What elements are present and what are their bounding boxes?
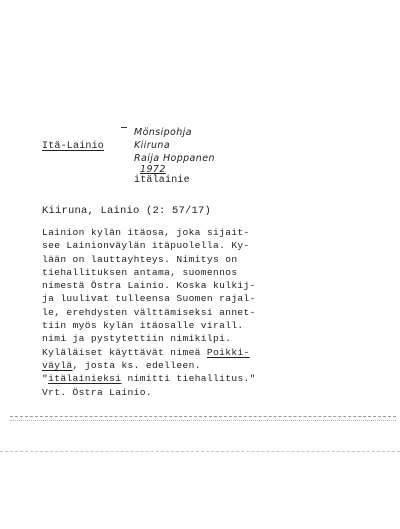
body-line: nimi ja pystytettiin nimikilpi. <box>42 333 232 345</box>
body-line: ja luulivat tulleensa Suomen rajal- <box>42 293 256 305</box>
body-text-segment: Kyläläiset käyttävät nimeä <box>42 346 207 358</box>
body-line <box>42 359 372 372</box>
body-line: Lainion kylän itäosa, joka sijait- <box>42 227 250 238</box>
source-year: 1972 <box>140 164 166 175</box>
body-line: le, erehdysten välttämiseksi annet- <box>42 306 256 318</box>
source-collector: Raija Hoppanen <box>134 153 215 164</box>
body-text-segment: nimitti tiehallitus." <box>121 373 256 385</box>
dash-mark <box>121 127 127 128</box>
underlined-name: Poikki- <box>206 346 250 358</box>
body-line: nimestä Östra Lainio. Koska kulkij- <box>42 280 256 292</box>
body-line <box>42 372 372 385</box>
headword: Itä-Lainio <box>42 141 105 152</box>
body-line: Vrt. Östra Lainio. <box>42 386 152 398</box>
body-line <box>42 346 372 359</box>
scan-rule <box>10 420 396 421</box>
source-dialect-form: itälainie <box>134 175 190 186</box>
body-line: tiin myös kylän itäosalle virall. <box>42 320 244 332</box>
source-region: Mönsipohja <box>134 127 192 138</box>
body-line: lään on lauttayhteys. Nimitys on <box>42 253 238 265</box>
scan-rule <box>0 451 400 452</box>
underlined-name: väylä <box>42 359 73 371</box>
scan-rule <box>10 416 396 417</box>
underlined-name: itälainieksi <box>48 373 122 385</box>
body-text-segment: , josta ks. edelleen. <box>72 359 201 371</box>
card-body <box>42 226 372 399</box>
quote-mark: " <box>42 373 49 385</box>
source-municipality: Kiiruna <box>134 140 171 151</box>
body-line: see Lainionväylän itäpuolella. Ky- <box>42 240 250 252</box>
place-reference: Kiiruna, Lainio (2: 57/17) <box>42 205 212 217</box>
body-line: tiehallituksen antama, suomennos <box>42 266 238 278</box>
